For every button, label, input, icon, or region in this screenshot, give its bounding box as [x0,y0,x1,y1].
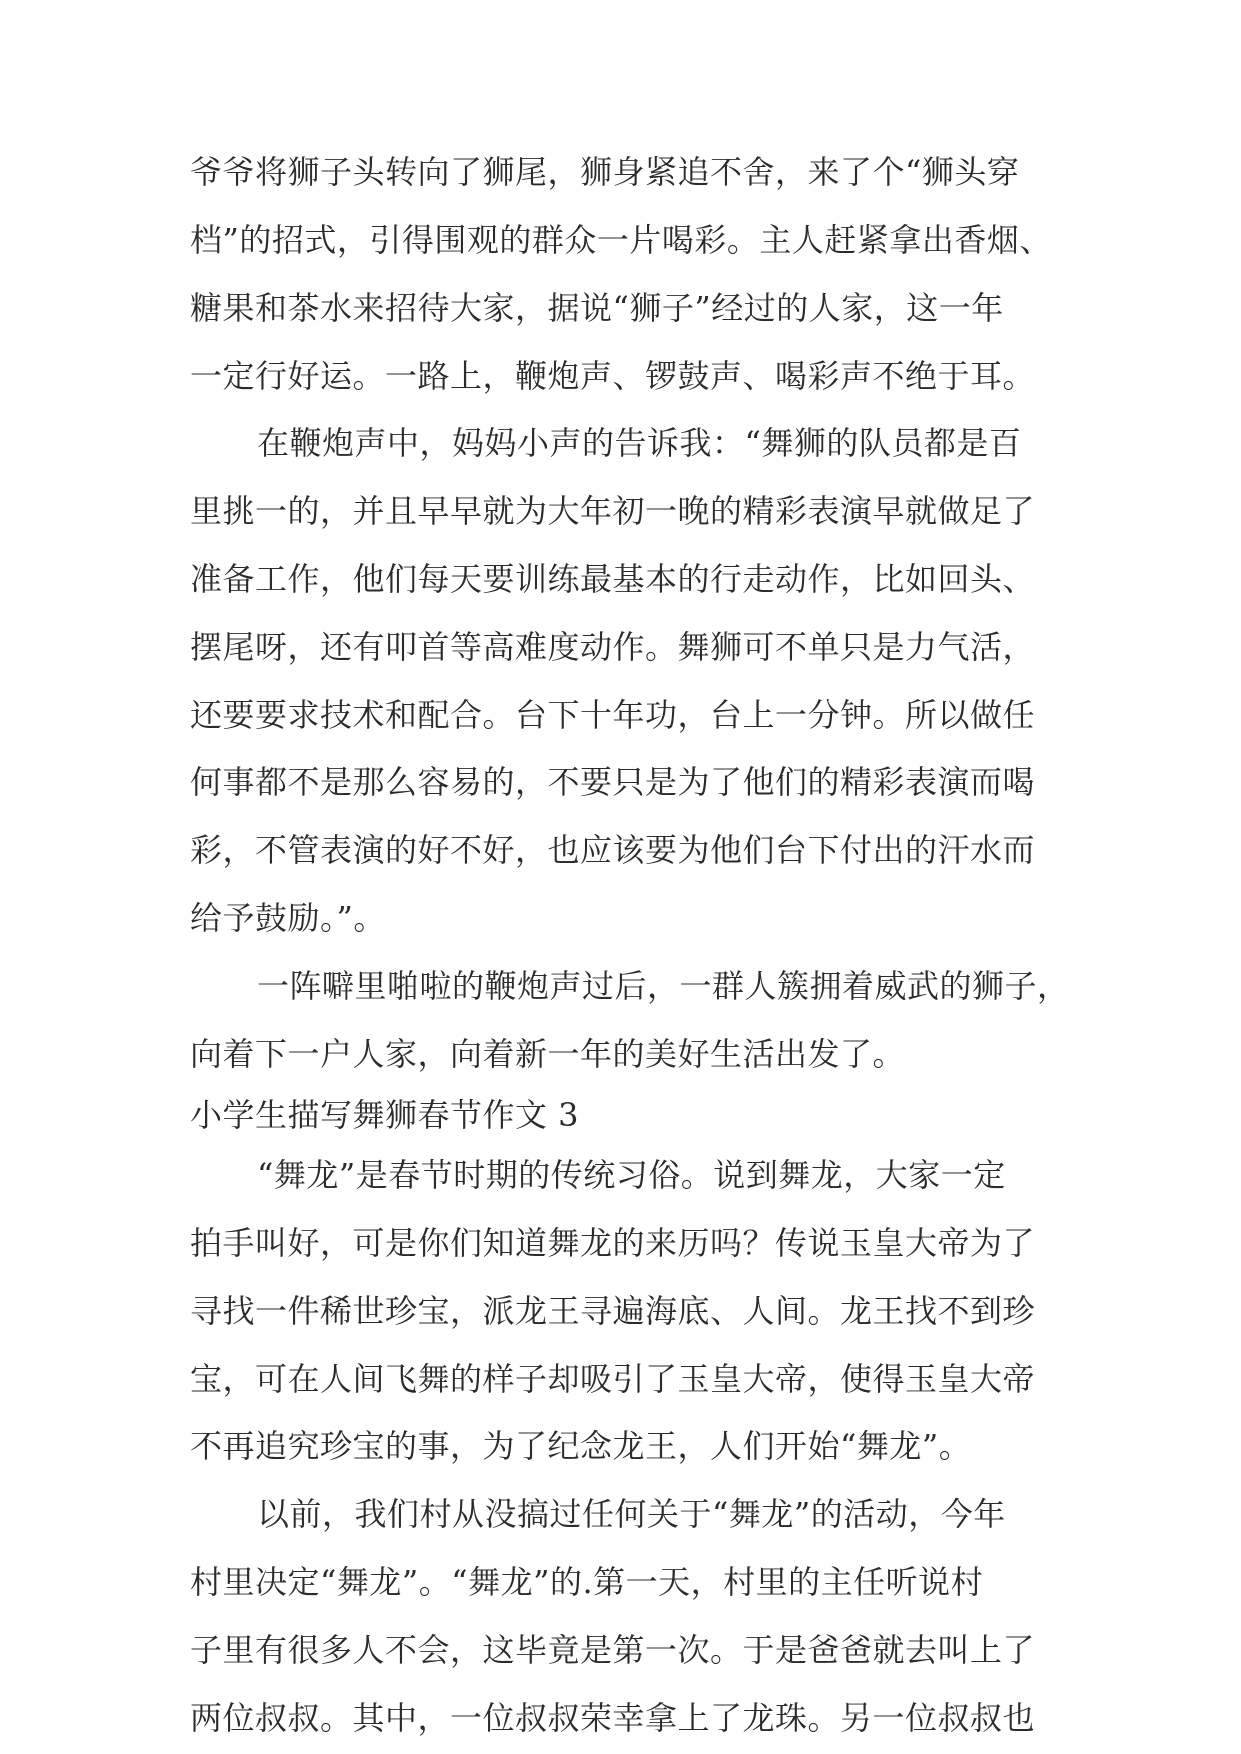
paragraph-start-line: “舞龙”是春节时期的传统习俗。说到舞龙，大家一定 [257,1156,1006,1194]
text-line: 寻找一件稀世珍宝，派龙王寻遍海底、人间。龙王找不到珍 [190,1292,1036,1330]
text-line: 子里有很多人不会，这毕竟是第一次。于是爸爸就去叫上了 [190,1631,1036,1669]
text-line: 向着下一户人家，向着新一年的美好生活出发了。 [190,1035,906,1073]
text-line: 准备工作，他们每天要训练最基本的行走动作，比如回头、 [190,560,1036,598]
text-line: 爷爷将狮子头转向了狮尾，狮身紧追不舍，来了个“狮头穿 [190,153,1020,191]
text-line: 给予鼓励。”。 [190,899,386,937]
text-line: 档”的招式，引得围观的群众一片喝彩。主人赶紧拿出香烟、 [190,221,1052,259]
text-line: 不再追究珍宝的事，为了纪念龙王，人们开始“舞龙”。 [190,1427,972,1465]
text-line: 拍手叫好，可是你们知道舞龙的来历吗？传说玉皇大帝为了 [190,1224,1036,1262]
text-line: 还要要求技术和配合。台下十年功，台上一分钟。所以做任 [190,696,1036,734]
paragraph-start-line: 一阵噼里啪啦的鞭炮声过后，一群人簇拥着威武的狮子， [257,967,1070,1005]
text-line: 宝，可在人间飞舞的样子却吸引了玉皇大帝，使得玉皇大帝 [190,1360,1036,1398]
text-line: 两位叔叔。其中，一位叔叔荣幸拿上了龙珠。另一位叔叔也 [190,1699,1036,1737]
paragraph-start-line: 以前，我们村从没搞过任何关于“舞龙”的活动，今年 [257,1495,1006,1533]
text-line: 村里决定“舞龙”。“舞龙”的.第一天，村里的主任听说村 [190,1563,984,1601]
text-line: 一定行好运。一路上，鞭炮声、锣鼓声、喝彩声不绝于耳。 [190,357,1036,395]
text-line: 彩，不管表演的好不好，也应该要为他们台下付出的汗水而 [190,831,1036,869]
section-heading: 小学生描写舞狮春节作文 3 [190,1096,580,1134]
text-line: 糖果和茶水来招待大家，据说“狮子”经过的人家，这一年 [190,289,1004,327]
paragraph-start-line: 在鞭炮声中，妈妈小声的告诉我：“舞狮的队员都是百 [257,424,1022,462]
text-line: 里挑一的，并且早早就为大年初一晚的精彩表演早就做足了 [190,492,1036,530]
text-line: 何事都不是那么容易的，不要只是为了他们的精彩表演而喝 [190,763,1036,801]
text-line: 摆尾呀，还有叩首等高难度动作。舞狮可不单只是力气活， [190,628,1036,666]
